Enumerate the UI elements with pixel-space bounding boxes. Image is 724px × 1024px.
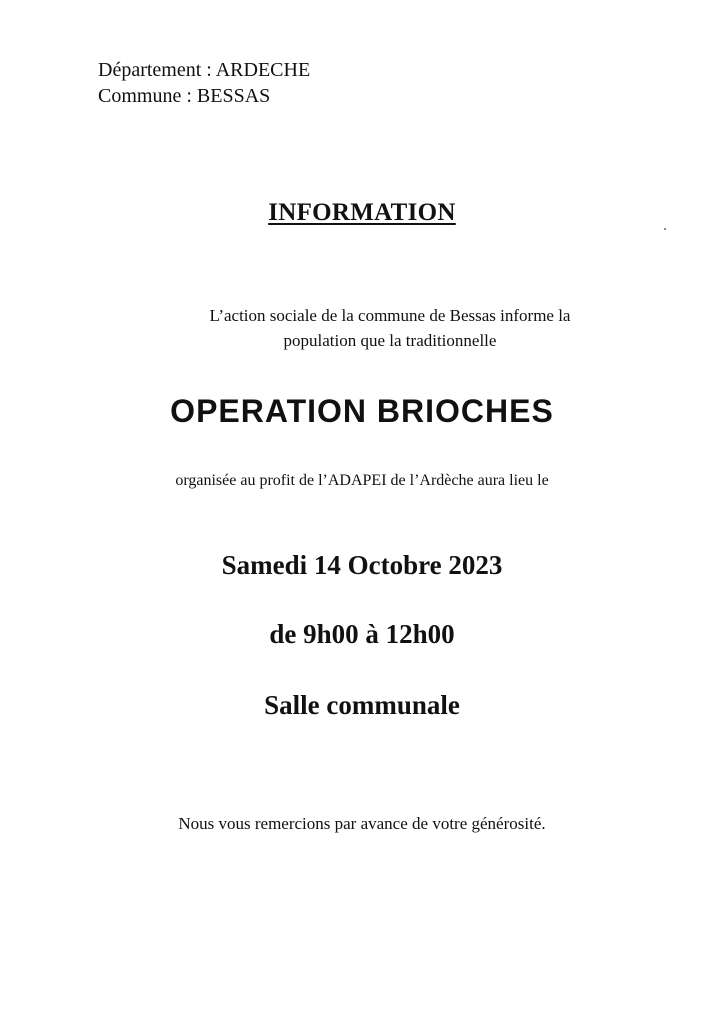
intro-line-1: L’action sociale de la commune de Bessas informe la — [209, 306, 571, 325]
organised-line: organisée au profit de l’ADAPEI de l’Ardèche aura lieu le — [175, 472, 549, 489]
thanks-line: Nous vous remercions par avance de votre générosité. — [178, 814, 546, 833]
event-hours: de 9h00 à 12h00 — [269, 619, 455, 649]
departement-line: Département : ARDECHE — [98, 59, 311, 81]
event-place: Salle communale — [264, 690, 460, 720]
document-title: INFORMATION — [268, 199, 456, 226]
scan-speck — [664, 228, 666, 230]
event-date: Samedi 14 Octobre 2023 — [221, 550, 503, 580]
intro-line-2: population que la traditionnelle — [283, 331, 497, 350]
commune-line: Commune : BESSAS — [98, 85, 271, 107]
event-name-heading: OPERATION BRIOCHES — [170, 393, 554, 429]
